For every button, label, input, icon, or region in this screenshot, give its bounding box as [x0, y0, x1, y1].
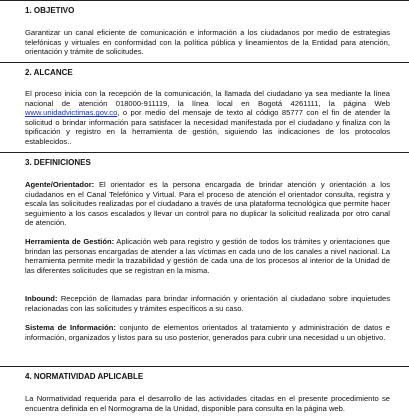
definition-text: Recepción de llamadas para brindar información y orientación al ciudadano sobre inquietudes relacionadas con las solicitudes y trámites específicos a su caso.	[25, 294, 390, 313]
definition-herramienta	[25, 237, 390, 275]
definition-term: Inbound:	[25, 294, 58, 303]
section-heading-normatividad: 4. NORMATIVIDAD APLICABLE	[25, 372, 144, 381]
alcance-paragraph	[25, 89, 390, 147]
definition-agente	[25, 180, 390, 228]
definition-text: Aplicación web para registro y gestión de todos los trámites y orientaciones que brindan las personas encargadas de atender a las víctimas en cada uno de los canales a nivel nacional. La herramienta permite medir la trazabilidad y gestión de cada una de los procesos al interior de la Unidad de las diferentes solicitudes que se registran en la misma.	[25, 237, 390, 275]
section-heading-alcance: 2. ALCANCE	[25, 68, 73, 77]
section-heading-definiciones: 3. DEFINICIONES	[25, 158, 91, 167]
definition-sistema	[25, 323, 390, 342]
section-divider	[0, 366, 409, 367]
section-heading-objetivo: 1. OBJETIVO	[25, 6, 75, 15]
definition-term: Agente/Orientador:	[25, 180, 95, 189]
alcance-text-end: , o por medio del mensaje de texto al código 85777 con el fin de atender la solicitud o brindar información para satisfacer la necesidad manifestada por el ciudadano y finaliza con la tipificación y registro en la herramienta de gestión, siguiendo las indicaciones de los protocolos establecidos..	[25, 108, 390, 146]
definition-text: conjunto de elementos orientados al tratamiento y administración de datos e información, organizados y listos para su uso posterior, generados para cubrir una necesidad u un objetivo.	[25, 323, 390, 342]
definition-inbound	[25, 294, 390, 313]
alcance-text-start: El proceso inicia con la recepción de la comunicación, la llamada del ciudadano ya sea mediante la línea nacional de atención 018000-911119, la línea local en Bogotá 4261111, la página Web	[25, 89, 390, 108]
objetivo-paragraph: Garantizar un canal eficiente de comunicación e información a los ciudadanos por medio de estrategias telefónicas y virtuales en conformidad con la política pública y lineamientos de la Entidad para atención, orientación y trámite de solicitudes.	[25, 28, 390, 57]
website-link[interactable]: www.unidadvictimas.gov.co	[25, 108, 118, 118]
section-divider	[0, 62, 409, 63]
definition-term: Herramienta de Gestión:	[25, 237, 115, 246]
normatividad-paragraph: La Normatividad requerida para el desarrollo de las actividades citadas en el presente procedimiento se encuentra definida en el Normograma de la Unidad, disponible para consulta en la página web.	[25, 394, 390, 413]
section-divider	[0, 0, 409, 1]
definition-term: Sistema de Información:	[25, 323, 116, 332]
section-divider	[0, 152, 409, 153]
definition-text: El orientador es la persona encargada de brindar atención y orientación a los ciudadanos en el Canal Telefónico y Virtual. Para el proceso de atención el orientador consulta, registra y escala las solicitudes realizadas por el ciudadano a través de una plataforma tecnológica que permite hacer seguimiento a los casos escalados y llevar un control para no duplicar la solicitud realizada por otro canal de atención.	[25, 180, 390, 228]
